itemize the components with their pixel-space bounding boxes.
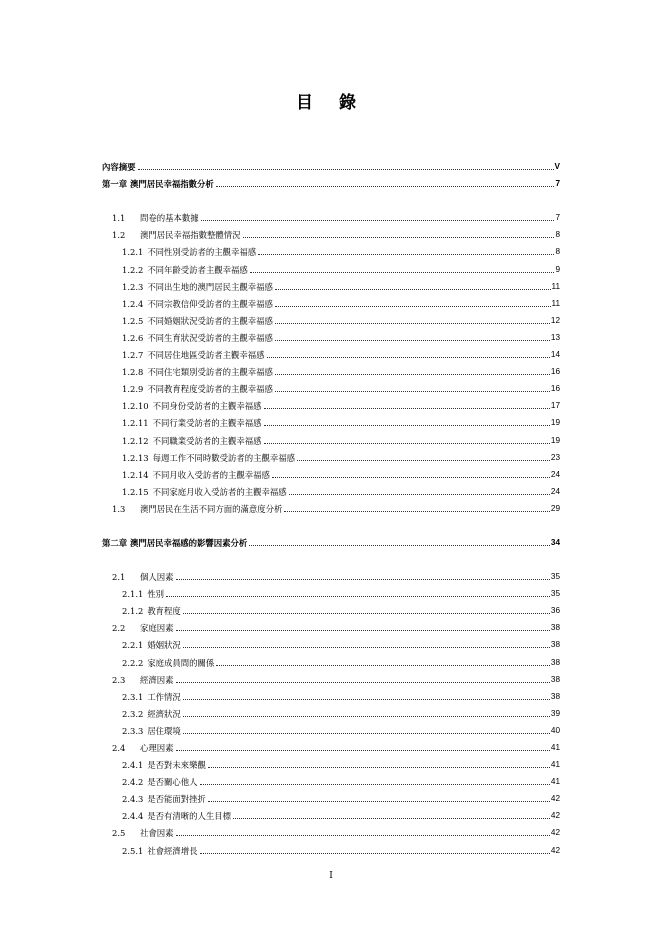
toc-entry[interactable] [102,685,560,702]
entry-page: 16 [550,367,560,377]
entry-label: 不同出生地的澳門居民主觀幸福感 [147,281,273,292]
entry-number: 1.2.5 [122,315,144,326]
entry-number: 1.1 [112,213,126,224]
entry-number: 2.5 [112,828,126,839]
entry-number: 2.1.2 [122,606,144,617]
toc-entry[interactable] [102,343,560,360]
leader-dots [200,783,550,785]
entry-label: 不同居住地區受訪者主觀幸福感 [147,350,265,361]
leader-dots [183,732,550,734]
entry-label: 不同行業受訪者的主觀幸福感 [152,418,262,429]
entry-label: 是否有清晰的人生目標 [147,811,232,822]
entry-page: 29 [550,503,560,513]
entry-number: 2.4 [112,743,126,753]
leader-dots [208,800,550,802]
chapter-page: 7 [555,179,560,189]
leader-dots [183,698,550,700]
leader-dots [176,681,550,683]
entry-label: 不同家庭月收入受訪者的主觀幸福感 [152,486,287,497]
toc-entry[interactable] [102,428,560,445]
entry-number: 2.1.1 [122,589,144,600]
leader-dots [176,834,550,836]
entry-page: 41 [550,743,560,752]
entry-number: 1.2.2 [122,264,144,275]
leader-dots [176,749,550,751]
leader-dots [275,288,551,290]
entry-label: 不同職業受訪者的主觀幸福感 [152,435,262,446]
entry-number: 1.2.11 [122,418,149,429]
entry-label: 經濟因素 [140,674,174,685]
leader-dots [284,510,550,512]
entry-page: 8 [555,230,560,240]
toc-entry[interactable] [102,719,560,736]
leader-dots [183,612,550,614]
entry-label: 婚姻狀況 [147,640,181,651]
leader-dots [243,236,555,238]
entry-page: 14 [550,350,560,360]
entry-label: 是否對未來樂觀 [147,760,206,771]
entry-page: 42 [550,794,560,804]
toc-entry[interactable] [102,753,560,770]
toc-entry[interactable] [102,736,560,753]
leader-dots [275,373,550,375]
entry-number: 1.2.1 [122,247,144,258]
entry-number: 2.1 [112,572,126,583]
entry-label: 個人因素 [140,572,174,583]
toc-entry[interactable] [102,787,560,804]
entry-label: 居住環境 [147,725,181,736]
entry-page: 23 [550,452,560,462]
leader-dots [249,544,550,546]
chapter-title: 第一章 澳門居民幸福指數分析 [102,179,214,190]
entry-number: 2.4.4 [122,811,144,822]
entry-label: 不同性別受訪者的主觀幸福感 [147,247,257,258]
leader-dots [267,356,550,358]
toc-entry[interactable] [102,565,560,582]
entry-number: 1.2.12 [122,435,149,446]
toc-entry[interactable] [102,377,560,394]
entry-page: 7 [555,213,560,223]
toc-entry[interactable] [102,650,560,667]
entry-number: 2.2 [112,623,126,634]
entry-label: 不同宗教信仰受訪者的主觀幸福感 [147,298,273,309]
entry-number: 2.2.2 [122,657,144,668]
leader-dots [216,185,555,187]
entry-page: 16 [550,384,560,394]
entry-page: 35 [550,589,560,599]
entry-page: 24 [550,469,560,479]
leader-dots [200,852,550,854]
entry-page: 42 [550,828,560,838]
entry-label: 不同生育狀況受訪者的主觀幸福感 [147,332,273,343]
leader-dots [208,766,550,768]
toc-entry[interactable] [102,240,560,257]
toc-entry[interactable] [102,292,560,309]
entry-page: 12 [550,315,560,325]
leader-dots [216,664,550,666]
entry-number: 2.2.1 [122,640,144,651]
entry-page: 38 [550,640,560,650]
entry-label: 不同教育程度受訪者的主觀幸福感 [147,384,273,395]
entry-page: 41 [550,777,560,787]
toc-chapter-2[interactable] [102,531,560,548]
entry-number: 1.2 [112,230,126,241]
chapter-page: 34 [550,537,560,547]
entry-page: 19 [550,435,560,445]
entry-page: 9 [555,264,560,274]
entry-number: 1.2.8 [122,367,144,378]
entry-label: 不同月收入受訪者的主觀幸福感 [152,469,270,480]
entry-page: 17 [550,401,560,411]
entry-number: 2.4.1 [122,760,144,771]
entry-number: 1.2.3 [122,281,144,292]
leader-dots [275,390,550,392]
leader-dots [258,253,554,255]
entry-page: 38 [550,674,560,684]
leader-dots [275,339,550,341]
entry-label: 家庭成員間的關係 [147,657,215,668]
entry-number: 1.3 [112,503,126,514]
entry-number: 1.2.7 [122,350,144,361]
entry-page: 42 [550,845,560,855]
leader-dots [250,271,555,273]
entry-label: 社會經濟增長 [147,845,198,856]
page-title: 目 錄 [296,93,366,113]
entry-page: 11 [551,298,560,308]
entry-number: 1.2.4 [122,298,144,309]
entry-label: 每週工作不同時數受訪者的主觀幸福感 [152,452,296,463]
entry-page: 38 [550,657,560,667]
leader-dots [264,407,550,409]
entry-page: 11 [551,281,560,291]
entry-page: 40 [550,725,560,735]
leader-dots [176,629,550,631]
entry-label: 不同婚姻狀況受訪者的主觀幸福感 [147,315,273,326]
entry-label: 澳門居民在生活不同方面的滿意度分析 [140,503,283,514]
toc-summary-label: 內容摘要 [102,162,136,173]
entry-label: 問卷的基本數據 [140,213,199,224]
entry-page: 39 [550,708,560,718]
entry-page: 13 [550,332,560,342]
entry-label: 不同住宅類別受訪者的主觀幸福感 [147,367,273,378]
leader-dots [183,715,550,717]
leader-dots [233,817,550,819]
entry-page: 42 [550,811,560,821]
toc-entry[interactable] [102,821,560,838]
toc-entry[interactable] [102,702,560,719]
entry-number: 2.3.3 [122,725,144,736]
leader-dots [275,305,551,307]
toc-entry[interactable] [102,804,560,821]
entry-label: 澳門居民幸福指數整體情況 [140,230,241,241]
toc-entry[interactable] [102,599,560,616]
chapter-title: 第二章 澳門居民幸福感的影響因素分析 [102,537,248,548]
toc-entry[interactable] [102,360,560,377]
leader-dots [166,595,550,597]
table-of-contents [102,155,560,856]
toc-entry[interactable] [102,309,560,326]
entry-number: 2.5.1 [122,845,144,856]
toc-chapter-1[interactable] [102,172,560,189]
entry-label: 是否關心他人 [147,777,198,788]
toc-entry[interactable] [102,206,560,223]
toc-entry[interactable] [102,770,560,787]
toc-entry[interactable] [102,633,560,650]
toc-entry[interactable] [102,326,560,343]
leader-dots [289,493,550,495]
toc-entry[interactable] [102,616,560,633]
toc-entry[interactable] [102,480,560,497]
toc-entry[interactable] [102,668,560,685]
entry-number: 1.2.9 [122,384,144,395]
entry-label: 教育程度 [147,606,181,617]
entry-label: 社會因素 [140,828,174,839]
entry-page: 19 [550,418,560,428]
entry-page: 38 [550,691,560,701]
toc-summary[interactable] [102,155,560,172]
leader-dots [297,459,550,461]
leader-dots [272,476,550,478]
toc-entry[interactable] [102,582,560,599]
entry-label: 經濟狀況 [147,708,181,719]
entry-number: 2.4.3 [122,794,144,805]
toc-entry[interactable] [102,446,560,463]
entry-label: 是否能面對挫折 [147,794,206,805]
leader-dots [183,646,550,648]
entry-page: 35 [550,572,560,582]
leader-dots [201,219,555,221]
toc-entry[interactable] [102,838,560,855]
entry-number: 1.2.15 [122,486,149,497]
entry-page: 36 [550,606,560,616]
toc-entry[interactable] [102,223,560,240]
page-number: I [329,871,333,881]
leader-dots [176,578,550,580]
entry-page: 8 [555,247,560,257]
leader-dots [275,322,550,324]
entry-number: 1.2.13 [122,452,149,463]
entry-number: 2.4.2 [122,777,144,788]
entry-page: 38 [550,623,560,633]
leader-dots [264,424,550,426]
toc-entry[interactable] [102,275,560,292]
toc-entry[interactable] [102,463,560,480]
toc-entry[interactable] [102,497,560,514]
entry-page: 41 [550,760,560,770]
entry-page: 24 [550,486,560,496]
entry-label: 工作情況 [147,691,181,702]
entry-number: 2.3.1 [122,691,144,702]
toc-entry[interactable] [102,411,560,428]
entry-label: 心理因素 [140,743,174,753]
entry-number: 2.3.2 [122,708,144,719]
toc-entry[interactable] [102,257,560,274]
entry-label: 性別 [147,589,165,600]
toc-summary-page: V [554,162,560,172]
entry-number: 1.2.14 [122,469,149,480]
entry-number: 2.3 [112,674,126,685]
leader-dots [264,442,550,444]
entry-label: 不同年齡受訪者主觀幸福感 [147,264,248,275]
entry-number: 1.2.6 [122,332,144,343]
leader-dots [138,168,554,170]
entry-label: 不同身份受訪者的主觀幸福感 [152,401,262,412]
entry-number: 1.2.10 [122,401,149,412]
toc-entry[interactable] [102,394,560,411]
entry-label: 家庭因素 [140,623,174,634]
